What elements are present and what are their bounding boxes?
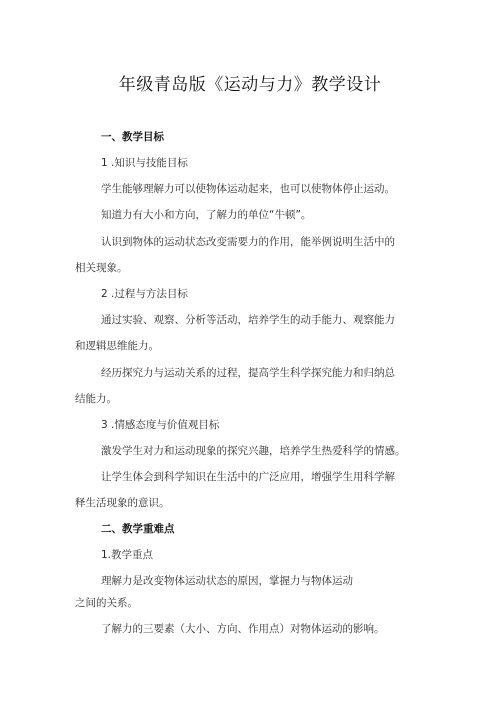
document-title: 年级青岛版《运动与力》教学设计 [118,75,382,95]
paragraph-line: 和逻辑思维能力。 [75,340,159,352]
paragraph-line: 学生能够理解力可以使物体运动起来，也可以使物体停止运动。 [101,183,395,195]
subheading-knowledge-skills: 1 .知识与技能目标 [101,157,188,169]
paragraph-line: 理解力是改变物体运动状态的原因，掌握力与物体运动 [101,575,353,587]
paragraph-line: 释生活现象的意识。 [75,497,170,509]
paragraph-line: 通过实验、观察、分析等活动，培养学生的动手能力、观察能力 [101,314,395,326]
subheading-teaching-focus: 1.教学重点 [101,549,154,561]
paragraph-line: 知道力有大小和方向，了解力的单位“牛顿”。 [101,209,312,221]
subheading-process-methods: 2 .过程与方法目标 [101,288,188,300]
paragraph-line: 了解力的三要素（大小、方向、作用点）对物体运动的影响。 [101,623,385,635]
paragraph-line: 相关现象。 [75,262,128,274]
paragraph-line: 之间的关系。 [75,597,138,609]
subheading-emotion-values: 3 .情感态度与价值观目标 [101,419,220,431]
paragraph-line: 让学生体会到科学知识在生活中的广泛应用，增强学生用科学解 [101,471,395,483]
paragraph-line: 经历探究力与运动关系的过程，提高学生科学探究能力和归纳总 [101,367,395,379]
section-heading-key-points: 二、教学重难点 [101,523,175,535]
section-heading-objectives: 一、教学目标 [101,131,164,143]
paragraph-line: 结能力。 [75,393,117,405]
paragraph-line: 激发学生对力和运动现象的探究兴趣，培养学生热爱科学的情感。 [101,445,406,457]
paragraph-line: 认识到物体的运动状态改变需要力的作用，能举例说明生活中的 [101,236,395,248]
